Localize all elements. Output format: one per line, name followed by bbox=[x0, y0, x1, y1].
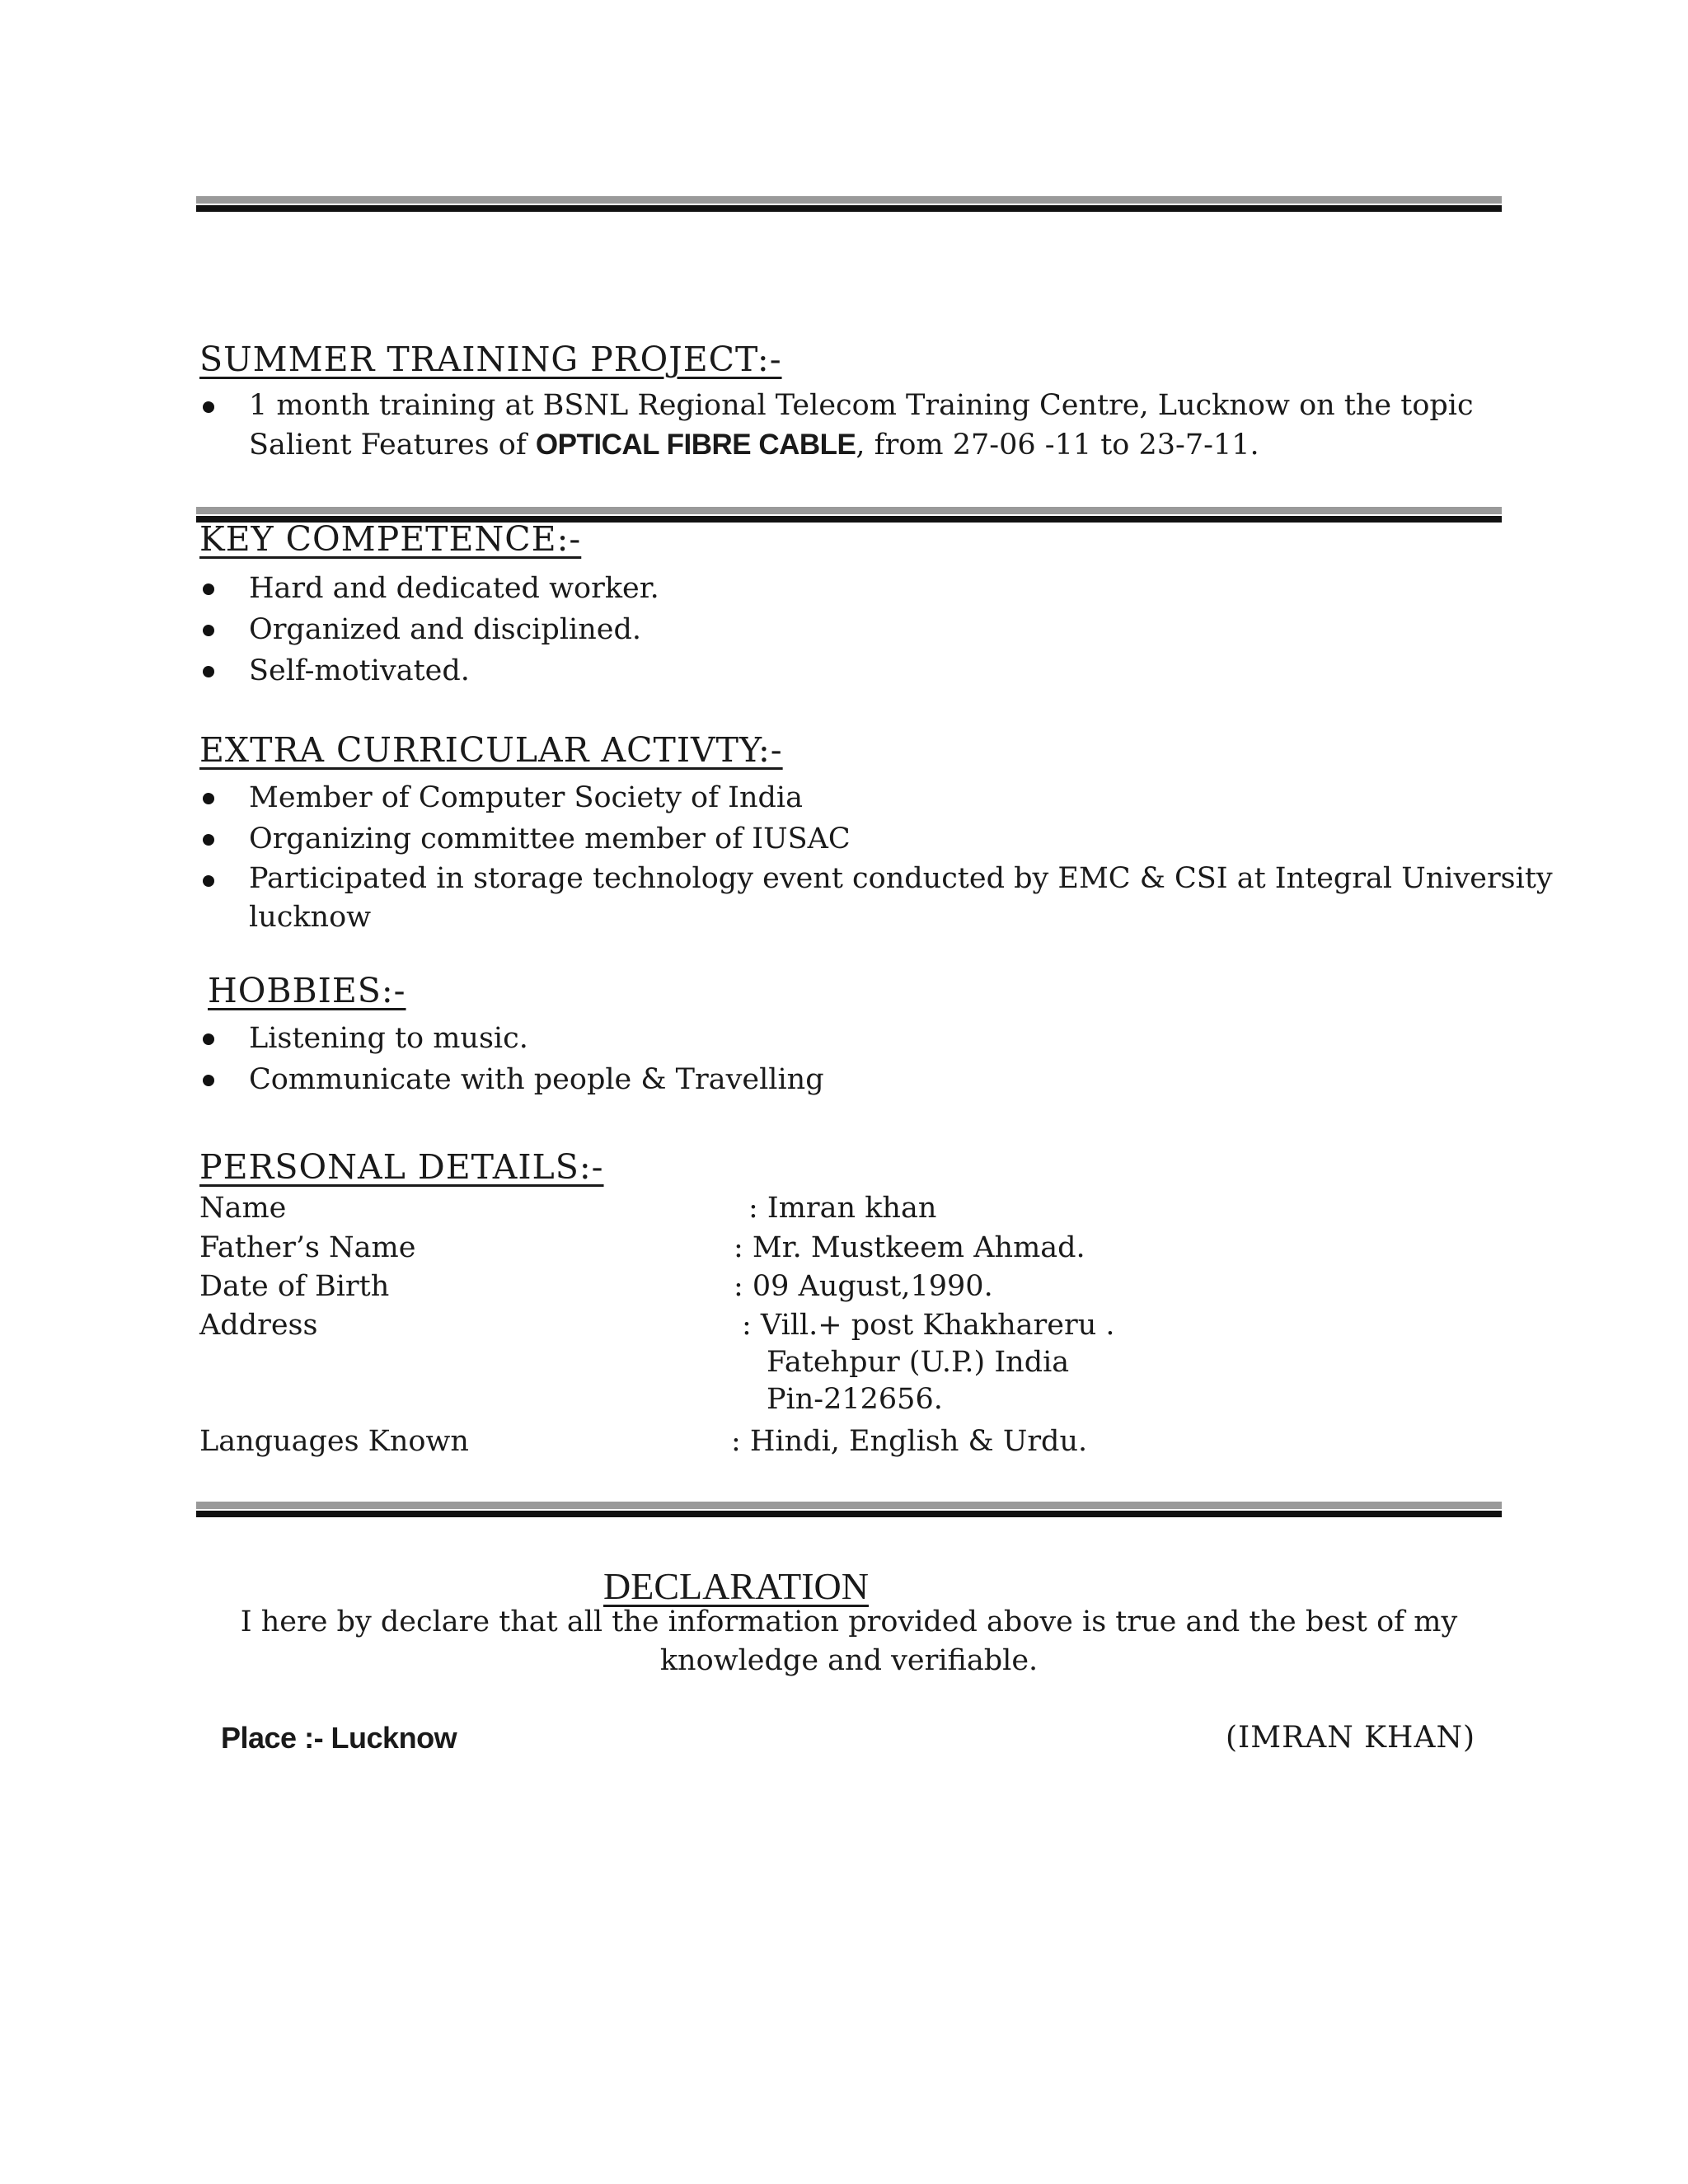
extra-curricular-list bbox=[196, 777, 1553, 937]
place-text: Place :- Lucknow bbox=[221, 1721, 457, 1755]
summer-training-line2-prefix: Salient Features of bbox=[249, 429, 536, 462]
list-item: Self-motivated. bbox=[196, 650, 659, 691]
languages-label: Languages Known bbox=[199, 1425, 469, 1458]
address-value-line1: : Vill.+ post Khakhareru . bbox=[742, 1309, 1115, 1342]
declaration-title-text: DECLARATION bbox=[603, 1565, 869, 1607]
section-divider bbox=[196, 1502, 1502, 1518]
list-item: Organizing committee member of IUSAC bbox=[196, 818, 1553, 860]
extra-curricular-item-line1: Participated in storage technology event conducted by EMC & CSI at Integral University bbox=[249, 862, 1553, 895]
declaration-line2: knowledge and verifiable. bbox=[659, 1644, 1039, 1677]
summer-training-line2-suffix: , from 27-06 -11 to 23-7-11. bbox=[856, 429, 1259, 462]
languages-value: : Hindi, English & Urdu. bbox=[731, 1425, 1088, 1458]
dob-value: : 09 August,1990. bbox=[734, 1270, 993, 1303]
name-label: Name bbox=[199, 1192, 287, 1225]
list-item: Member of Computer Society of India bbox=[196, 777, 1553, 818]
extra-curricular-item-line2: lucknow bbox=[249, 901, 372, 934]
summer-training-list bbox=[196, 386, 1474, 465]
key-competence-heading: KEY COMPETENCE:- bbox=[199, 519, 582, 559]
key-competence-list bbox=[196, 568, 659, 691]
name-value: : Imran khan bbox=[748, 1192, 937, 1225]
father-name-label: Father’s Name bbox=[199, 1231, 416, 1264]
list-item: Organized and disciplined. bbox=[196, 609, 659, 650]
hobbies-heading: HOBBIES:- bbox=[208, 971, 406, 1010]
declaration-line1: I here by declare that all the information provided above is true and the best of my bbox=[240, 1605, 1458, 1638]
hobbies-list bbox=[196, 1018, 824, 1100]
summer-training-line1: 1 month training at BSNL Regional Telecom Training Centre, Lucknow on the topic bbox=[249, 389, 1474, 422]
address-value-line3: Pin-212656. bbox=[767, 1383, 943, 1416]
father-name-value: : Mr. Mustkeem Ahmad. bbox=[734, 1231, 1085, 1264]
address-value-line2: Fatehpur (U.P.) India bbox=[767, 1346, 1070, 1379]
list-item bbox=[196, 386, 1474, 465]
summer-training-heading: SUMMER TRAINING PROJECT:- bbox=[199, 340, 782, 379]
list-item: Communicate with people & Travelling bbox=[196, 1059, 824, 1100]
list-item bbox=[196, 860, 1553, 937]
dob-label: Date of Birth bbox=[199, 1270, 390, 1303]
personal-details-heading: PERSONAL DETAILS:- bbox=[199, 1147, 604, 1187]
list-item: Hard and dedicated worker. bbox=[196, 568, 659, 609]
declaration-text bbox=[196, 1603, 1502, 1680]
list-item: Listening to music. bbox=[196, 1018, 824, 1059]
declaration-title bbox=[0, 1564, 1688, 1608]
address-label: Address bbox=[199, 1309, 318, 1342]
extra-curricular-heading: EXTRA CURRICULAR ACTIVTY:- bbox=[199, 730, 783, 770]
summer-training-line2 bbox=[249, 425, 1474, 465]
signature-name: (IMRAN KHAN) bbox=[1225, 1721, 1475, 1755]
optical-fibre-cable-text: OPTICAL FIBRE CABLE bbox=[535, 429, 856, 461]
top-divider bbox=[196, 196, 1502, 213]
